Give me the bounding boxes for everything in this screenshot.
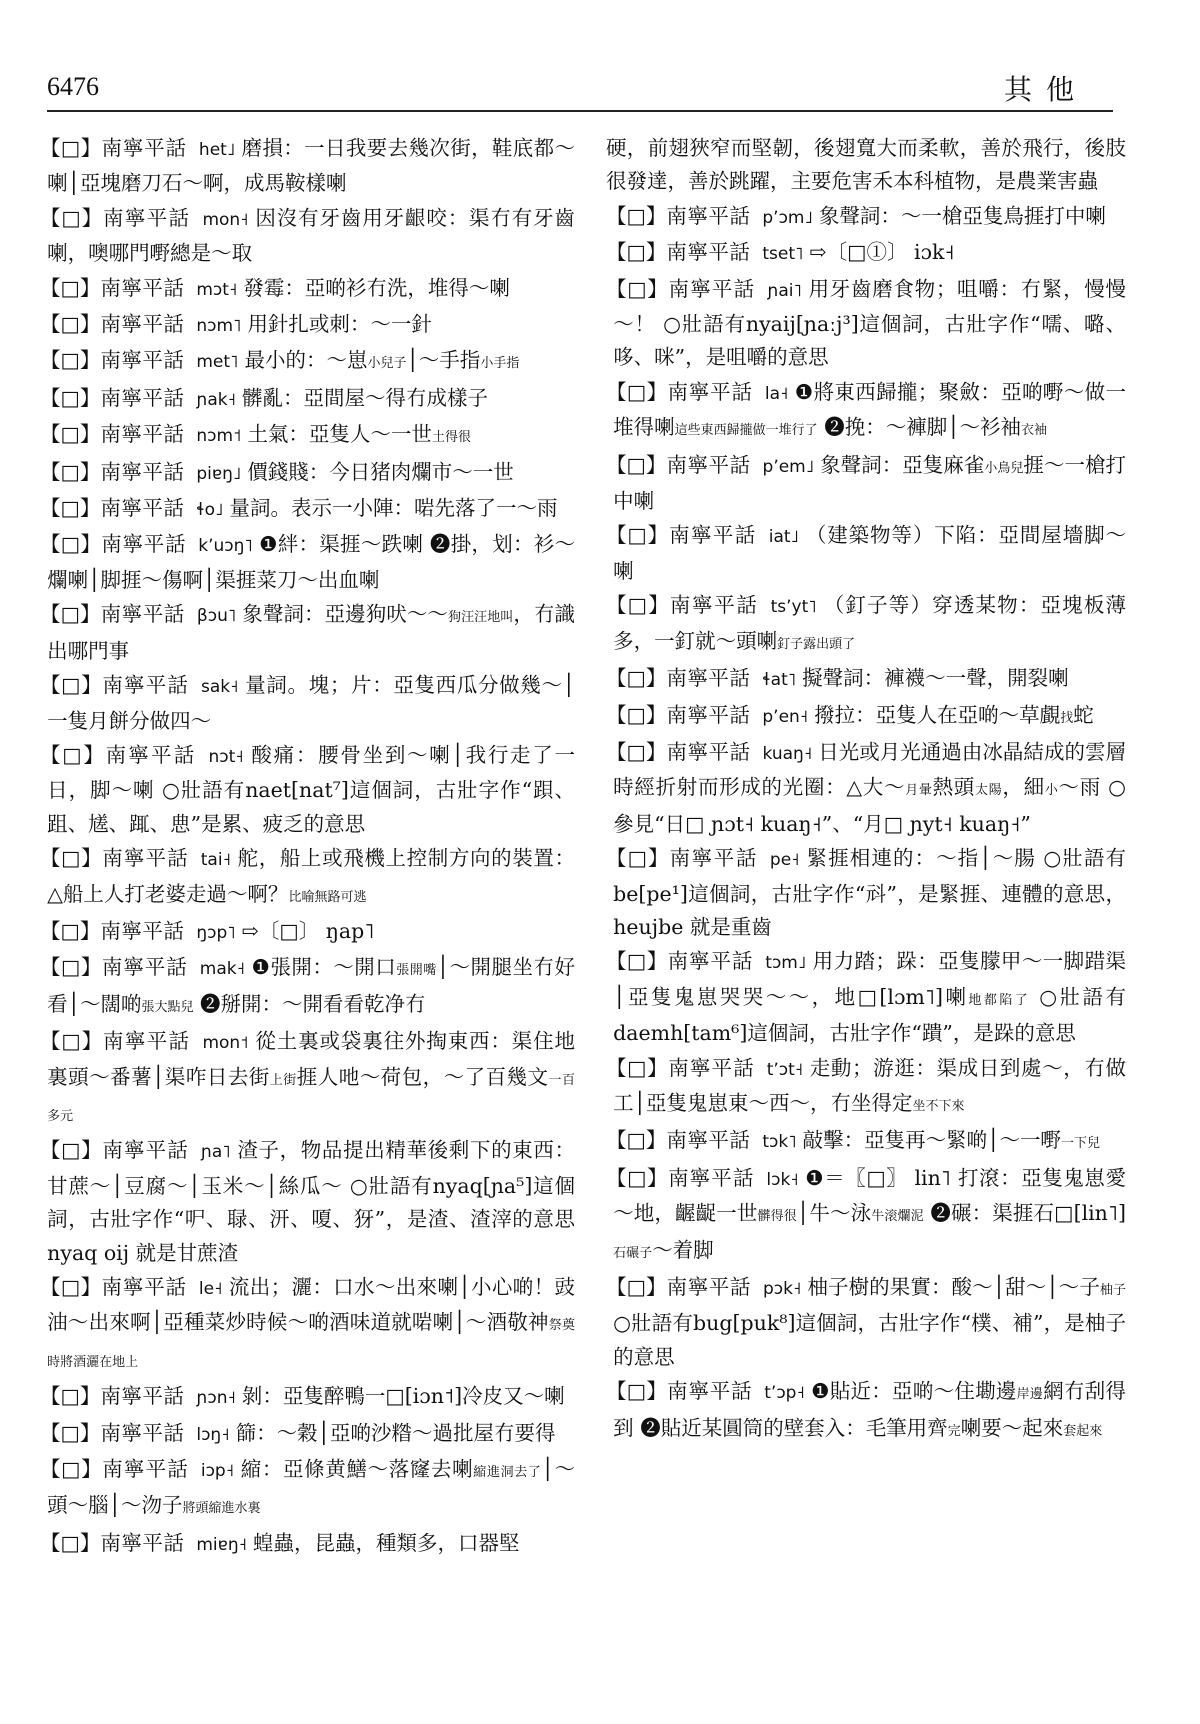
entry-dialect: 南寧平話 (666, 1275, 751, 1299)
entry-definition: 發霉：亞啲衫冇洗，堆得～喇 (243, 275, 510, 300)
dictionary-entry (40, 951, 575, 1024)
entry-pronunciation: ɲɔn˧ (196, 1388, 236, 1409)
entry-dialect: 南寧平話 (101, 136, 187, 160)
entry-definition: （建築物等）下陷：亞間屋墻脚～喇 (613, 523, 1127, 583)
entry-pronunciation: le˧ (198, 1279, 223, 1299)
dictionary-entry (40, 382, 575, 417)
entry-headword: 【□】 (606, 739, 667, 764)
dictionary-entry (606, 589, 1126, 661)
entry-gloss: 一百多元 (47, 1072, 575, 1124)
dictionary-entry (40, 1527, 575, 1562)
entry-definition: ❷挽：～褲脚│～衫袖 (817, 415, 1022, 440)
entry-definition: 土氣：亞隻人～一世 (247, 422, 432, 447)
entry-headword: 【□】 (40, 459, 101, 484)
entry-definition: 舵，船上或飛機上控制方向的裝置：△船上人打老婆走過～啊？ (47, 846, 576, 906)
entry-headword: 【□】 (40, 136, 102, 160)
dictionary-entry (606, 1124, 1126, 1160)
entry-pronunciation: pʼem˩ (762, 456, 815, 477)
entry-pronunciation: la˧ (764, 383, 789, 404)
entry-definition: （釘子等）穿透某物：亞塊板薄多，一釘就～頭喇 (613, 593, 1127, 653)
entry-headword: 【□】 (606, 203, 667, 228)
entry-gloss: 上街 (269, 1072, 297, 1088)
entry-dialect: 南寧平話 (100, 1420, 185, 1445)
entry-definition: 用力踏；跺：亞隻朦甲～一脚踖渠│亞隻鬼崽哭哭～～，地□[lɔm˥]喇 (613, 949, 1127, 1009)
entry-dialect: 南寧平話 (666, 666, 751, 691)
dictionary-entry (606, 662, 1126, 697)
entry-headword: 【□】 (606, 1379, 668, 1404)
entry-headword: 【□】 (606, 452, 667, 477)
entry-dialect: 南寧平話 (666, 1128, 751, 1153)
entry-dialect: 南寧平話 (100, 348, 185, 373)
dictionary-entry (40, 1271, 575, 1379)
entry-definition: 喇要～起來 (960, 1415, 1064, 1440)
entry-definition: 緊捱相連的：～指│～腸 ○壯語有be[pe¹]這個詞，古壯字作“㪴”，是緊捱、連體的意思，heujbe 就是重齒 (613, 846, 1127, 939)
entry-pronunciation: mɔt˧ (196, 279, 238, 300)
entry-dialect: 南寧平話 (669, 846, 758, 871)
dictionary-entry (40, 1025, 575, 1133)
entry-headword: 【□】 (606, 666, 667, 691)
entry-dialect: 南寧平話 (102, 846, 189, 871)
dictionary-entry (40, 418, 575, 454)
entry-headword: 【□】 (40, 1457, 103, 1482)
dictionary-entry (606, 376, 1126, 448)
entry-pronunciation: tʼɔt˧ (766, 1059, 804, 1080)
entry-definition: ○壯語有bug[puk⁸]這個詞，古壯字作“樸、補”，是柚子的意思 (613, 1311, 1126, 1369)
entry-definition: 量詞。塊；片：亞隻西瓜分做幾～│一隻月餅分做四～ (47, 673, 576, 733)
entry-definition: 敲擊：亞隻再～緊啲│～一嘢 (802, 1128, 1061, 1153)
entry-definition: ❶張開：～開口 (251, 955, 397, 980)
entry-gloss: 找 (1060, 710, 1074, 726)
entry-definition: 走動；游逛：渠成日到處～，冇做工│亞隻鬼崽東～西～，冇坐得定 (613, 1055, 1126, 1115)
entry-definition: ❶＝〖□〗 lin˥ 打滾：亞隻鬼崽愛～地，齷齪一世 (613, 1165, 1126, 1226)
header-rule (47, 110, 1113, 112)
entry-definition: ，冇識出哪門事 (47, 602, 576, 663)
entry-headword: 【□】 (606, 593, 670, 618)
dictionary-entry (40, 456, 575, 491)
entry-definition: 捱～一槍打中喇 (613, 452, 1127, 514)
entry-gloss: 一下兒 (1060, 1136, 1100, 1152)
dictionary-entry (606, 132, 1126, 199)
entry-dialect: 南寧平話 (666, 203, 751, 228)
entry-definition: 價錢賤：今日猪肉爛市～一世 (247, 459, 514, 484)
entry-dialect: 南寧平話 (666, 739, 751, 764)
entry-pronunciation: tset˥ (762, 244, 804, 265)
entry-gloss: 套起來 (1063, 1423, 1103, 1439)
entry-definition: ～着脚 (652, 1237, 714, 1262)
entry-definition: 象聲詞：～一槍亞隻鳥捱打中喇 (818, 203, 1106, 228)
entry-headword: 【□】 (606, 240, 667, 265)
entry-definition: 渣子，物品提出精華後剩下的東西：甘蔗～│豆腐～│玉米～│絲瓜～ ○壯語有nyaq[ɲa⁵]這個詞，古壯字作“㕧、䎼、汧、嗄、犽”，是渣、渣滓的意思 nyaq oij 就是甘蔗渣 (47, 1138, 576, 1265)
entry-gloss: 岸邊 (1016, 1387, 1044, 1403)
entry-dialect: 南寧平話 (100, 312, 185, 337)
entry-definition: 蛇 (1073, 702, 1094, 727)
entry-dialect: 南寧平話 (101, 532, 187, 557)
entry-dialect: 南寧平話 (666, 452, 751, 477)
dictionary-entry (606, 273, 1126, 375)
dictionary-entry (606, 842, 1126, 944)
entry-dialect: 南寧平話 (666, 702, 751, 727)
entry-headword: 【□】 (40, 422, 101, 447)
entry-definition: 捱人吔～荷包，～了百幾文 (296, 1064, 549, 1089)
entry-definition: 日光或月光通過由冰晶結成的雲層時經折射而形成的光圈：△大～ (613, 739, 1127, 800)
entry-dialect: 南寧平話 (668, 1055, 755, 1080)
entry-pronunciation: ɲak˧ (196, 389, 237, 410)
dictionary-entry (606, 945, 1126, 1050)
entry-dialect: 南寧平話 (100, 422, 185, 447)
entry-pronunciation: piɐŋ˩ (196, 463, 242, 484)
entry-definition: 象聲詞：亞邊狗吠～～ (242, 602, 449, 627)
entry-definition: 縮：亞條黄鱔～落窿去喇 (240, 1457, 474, 1482)
entry-pronunciation: kʼuɔŋ˥ (198, 536, 253, 557)
dictionary-entry (40, 492, 575, 527)
entry-gloss: 小手指 (480, 356, 520, 372)
entry-dialect: 南寧平話 (669, 523, 757, 548)
entry-definition: 從土裏或袋裏往外掏東西：渠住地裏頭～番薯│渠咋日去街 (47, 1029, 576, 1089)
entry-headword: 【□】 (40, 673, 103, 698)
entry-dialect: 南寧平話 (102, 673, 190, 698)
entry-dialect: 南寧平話 (668, 1165, 755, 1190)
entry-headword: 【□】 (40, 1384, 101, 1409)
entry-pronunciation: lɔŋ˧ (196, 1424, 230, 1445)
entry-headword: 【□】 (40, 1029, 103, 1054)
entry-dialect: 南寧平話 (100, 496, 185, 521)
entry-headword: 【□】 (606, 276, 669, 301)
dictionary-entry (606, 1162, 1126, 1270)
entry-headword: 【□】 (40, 532, 102, 557)
entry-gloss: 衣袖 (1021, 423, 1048, 439)
entry-gloss: 祭奠時將酒灑在地上 (47, 1318, 575, 1370)
left-column (40, 132, 575, 1563)
entry-definition: 流出；灑：口水～出來喇│小心啲！豉油～出來啊│亞種菜炒時候～啲酒味道就啱喇│～酒敬神 (47, 1275, 576, 1335)
section-title: 其他 (1003, 73, 1088, 106)
entry-definition: 最小的：～崽 (244, 348, 368, 373)
entry-definition: │～手指 (406, 348, 481, 373)
dictionary-entry (606, 1375, 1126, 1448)
entry-gloss: 柚子 (1099, 1283, 1126, 1298)
entry-dialect: 南寧平話 (100, 918, 185, 943)
entry-headword: 【□】 (606, 379, 668, 404)
entry-pronunciation: miɐŋ˧ (196, 1534, 248, 1555)
entry-headword: 【□】 (40, 496, 101, 521)
entry-headword: 【□】 (40, 348, 101, 373)
dictionary-entry (40, 202, 575, 271)
entry-dialect: 南寧平話 (669, 593, 759, 618)
entry-gloss: 張開嘴 (396, 963, 437, 979)
entry-definition: ❶絆：渠捱～跌喇 ❷掛，划：衫～爛喇│脚捱～傷啊│渠捱菜刀～出血喇 (47, 532, 575, 592)
entry-dialect: 南寧平話 (100, 275, 185, 300)
entry-definition: ❶貼近：亞啲～住墈邊 (810, 1379, 1017, 1404)
page-number: 6476 (47, 72, 99, 101)
entry-definition: 擬聲詞：褲襪～一聲，開裂喇 (802, 666, 1069, 691)
entry-gloss: 將頭縮進水裏 (182, 1501, 261, 1517)
dictionary-entry (40, 915, 575, 950)
entry-definition: 量詞。表示一小陣：啱先落了一～雨 (229, 496, 558, 521)
entry-definition: 象聲詞：亞隻麻雀 (820, 452, 985, 477)
entry-dialect: 南寧平話 (100, 1384, 185, 1409)
entry-pronunciation: pɔk˧ (762, 1279, 802, 1299)
entry-definition: 硬，前翅狹窄而堅韌，後翅寬大而柔軟，善於飛行，後肢很發達，善於跳躍，主要危害禾本科植物，是農業害蟲 (606, 136, 1126, 194)
entry-headword: 【□】 (606, 523, 670, 548)
entry-definition: ❷掰開：～開看看乾净冇 (193, 991, 426, 1016)
entry-headword: 【□】 (606, 1055, 669, 1080)
entry-definition: 網冇刮得到 ❷貼近某圓筒的壁套入：毛筆用齊 (613, 1379, 1127, 1440)
entry-gloss: 縮進洞去了 (473, 1465, 542, 1481)
entry-definition: ○壯語有daemh[tam⁶]這個詞，古壯字作“蹪”，是跺的意思 (613, 984, 1126, 1046)
entry-dialect: 南寧平話 (100, 385, 185, 410)
entry-dialect: 南寧平話 (667, 949, 754, 974)
dictionary-entry (606, 449, 1126, 519)
entry-definition: ，細 (1002, 775, 1045, 800)
entry-headword: 【□】 (606, 846, 670, 871)
entry-definition: ～雨 ○參見“日□ ɲɔt˧ kuaŋ˧”、“月□ ɲyt˧ kuaŋ˧” (613, 775, 1127, 836)
dictionary-entry (606, 236, 1126, 271)
entry-pronunciation: mon˧ (202, 209, 249, 230)
entry-pronunciation: kuaŋ˧ (762, 743, 813, 764)
dictionary-entry (40, 739, 575, 841)
entry-gloss: 小兒子 (367, 356, 407, 372)
entry-gloss: 張大點兒 (141, 999, 194, 1015)
entry-definition: 酸痛：腰骨坐到～喇│我行走了一日，脚～喇 ○壯語有naet[nat⁷]這個詞，古壯字作“䟺、跙、㞉、踂、㤟”是累、疲乏的意思 (47, 742, 576, 836)
entry-dialect: 南寧平話 (102, 1138, 189, 1163)
entry-dialect: 南寧平話 (668, 276, 756, 301)
dictionary-entry (606, 699, 1126, 735)
entry-definition: ❶將東西歸攏；聚斂：亞啲嘢～做一堆得喇 (613, 379, 1127, 440)
entry-gloss: 月暈 (905, 783, 933, 799)
entry-definition: 因沒有牙齒用牙齦咬：渠冇有牙齒喇，噢哪門嘢總是～取 (47, 205, 576, 266)
dictionary-entry (606, 1271, 1126, 1374)
entry-pronunciation: mak˧ (199, 959, 245, 980)
dictionary-entry (606, 1052, 1126, 1124)
entry-definition: │～頭～腦│～沕子 (47, 1457, 575, 1518)
entry-gloss: 比喻無路可逃 (288, 889, 367, 905)
entry-dialect: 南寧平話 (100, 459, 185, 484)
entry-pronunciation: pʼen˧ (762, 706, 809, 727)
entry-definition: 髒亂：亞間屋～得冇成樣子 (242, 385, 489, 410)
entry-headword: 【□】 (606, 949, 668, 974)
entry-gloss: 太陽 (975, 783, 1003, 799)
entry-gloss: 狗汪汪地叫 (448, 610, 514, 626)
entry-gloss: 完 (947, 1423, 961, 1439)
entry-gloss: 小鳥兒 (984, 460, 1024, 476)
entry-pronunciation: ɲa˥ (200, 1142, 231, 1163)
entry-pronunciation: tɔm˩ (765, 953, 807, 974)
dictionary-entry (40, 272, 575, 307)
entry-pronunciation: iat˩ (768, 527, 799, 548)
entry-pronunciation: pe˧ (769, 850, 800, 871)
right-column (606, 132, 1126, 1449)
dictionary-entry (40, 598, 575, 668)
entry-dialect: 南寧平話 (102, 1457, 189, 1482)
dictionary-entry (40, 842, 575, 914)
entry-definition: 柚子樹的果實：酸～│甜～│～子 (807, 1275, 1100, 1299)
entry-headword: 【□】 (40, 602, 101, 627)
entry-pronunciation: ɲai˥ (767, 280, 802, 301)
dictionary-entry (606, 519, 1126, 588)
entry-headword: 【□】 (40, 1420, 101, 1445)
entry-definition: ⇨〔□〕 ŋap˥ (241, 918, 375, 943)
entry-headword: 【□】 (40, 1275, 102, 1299)
entry-dialect: 南寧平話 (102, 205, 191, 230)
entry-pronunciation: nɔt˧ (208, 746, 244, 767)
entry-pronunciation: βɔu˥ (196, 606, 237, 627)
entry-headword: 【□】 (606, 1128, 667, 1153)
entry-headword: 【□】 (40, 742, 106, 767)
entry-definition: ❷碾：渠捱石□[lin˥] (923, 1201, 1126, 1226)
dictionary-entry (40, 132, 575, 201)
entry-gloss: 髒得很 (757, 1209, 797, 1225)
entry-dialect: 南寧平話 (667, 1379, 753, 1404)
entry-pronunciation: het˩ (198, 140, 236, 160)
entry-dialect: 南寧平話 (101, 955, 188, 980)
entry-gloss: 牛滚爛泥 (871, 1209, 924, 1225)
entry-headword: 【□】 (40, 846, 103, 871)
entry-pronunciation: tʼɔp˧ (764, 1383, 805, 1404)
entry-definition: 撥拉：亞隻人在亞啲～草覰 (814, 702, 1061, 727)
entry-headword: 【□】 (40, 1530, 101, 1555)
entry-headword: 【□】 (40, 1138, 103, 1163)
entry-dialect: 南寧平話 (102, 1029, 191, 1054)
entry-definition: ⇨〔□①〕 iɔk˧ (809, 240, 955, 265)
entry-pronunciation: ɬat˥ (762, 670, 797, 691)
dictionary-entry (40, 308, 575, 343)
entry-pronunciation: ŋɔp˥ (196, 922, 236, 943)
entry-pronunciation: tsʼyt˥ (770, 597, 817, 618)
entry-pronunciation: tɔk˥ (762, 1132, 797, 1153)
entry-definition: 蝗蟲，昆蟲，種類多，口器堅 (253, 1530, 520, 1555)
entry-definition: │牛～泳 (796, 1201, 872, 1226)
entry-pronunciation: iɔp˧ (200, 1461, 235, 1482)
entry-dialect: 南寧平話 (100, 602, 185, 627)
dictionary-entry (40, 528, 575, 597)
entry-definition: 磨損：一日我要去幾次街，鞋底都～喇│亞塊磨刀石～啊，成馬鞍樣喇 (47, 136, 576, 196)
entry-pronunciation: tai˧ (200, 850, 231, 871)
entry-headword: 【□】 (606, 1165, 669, 1190)
dictionary-entry (40, 1417, 575, 1452)
entry-pronunciation: mon˦ (202, 1033, 249, 1054)
entry-dialect: 南寧平話 (100, 1530, 185, 1555)
entry-headword: 【□】 (40, 275, 101, 300)
dictionary-entry (40, 1380, 575, 1415)
entry-gloss: 小 (1044, 783, 1059, 799)
entry-definition: 用針扎或刺：～一針 (247, 312, 432, 337)
dictionary-entry (606, 736, 1126, 841)
entry-pronunciation: sak˧ (201, 677, 239, 698)
entry-pronunciation: nɔm˦ (196, 426, 242, 447)
entry-definition: 篩：～穀│亞啲沙糌～過批屋冇要得 (235, 1420, 556, 1445)
entry-headword: 【□】 (40, 385, 101, 410)
entry-headword: 【□】 (40, 312, 101, 337)
entry-definition: 用牙齒磨食物；咀嚼：冇緊，慢慢～！ ○壯語有nyaij[ɲaːj³]這個詞，古壯字作“嚅、𡀔、哆、咪”，是咀嚼的意思 (613, 276, 1127, 370)
dictionary-entry (40, 669, 575, 738)
entry-headword: 【□】 (40, 918, 101, 943)
entry-gloss: 坐不下來 (912, 1098, 965, 1114)
entry-pronunciation: nɔm˥ (196, 316, 242, 337)
entry-headword: 【□】 (40, 955, 102, 980)
entry-dialect: 南寧平話 (105, 742, 197, 767)
entry-headword: 【□】 (606, 1275, 667, 1299)
dictionary-entry (40, 344, 575, 380)
entry-dialect: 南寧平話 (667, 379, 753, 404)
entry-headword: 【□】 (40, 205, 103, 230)
entry-pronunciation: lɔk˧ (766, 1169, 799, 1190)
entry-gloss: 石碾子 (613, 1245, 653, 1261)
entry-dialect: 南寧平話 (101, 1275, 187, 1299)
entry-gloss: 土得很 (431, 430, 471, 446)
entry-pronunciation: pʼɔm˩ (762, 207, 813, 228)
entry-pronunciation: met˥ (196, 352, 239, 373)
entry-headword: 【□】 (606, 702, 667, 727)
entry-definition: 熱頭 (932, 775, 975, 800)
entry-gloss: 地都陷了 (968, 992, 1031, 1008)
entry-gloss: 這些東西歸攏做一堆行了 (674, 423, 818, 439)
entry-pronunciation: ɬo˩ (196, 500, 224, 521)
dictionary-entry (40, 1453, 575, 1526)
entry-definition: │～開腿坐冇好看│～闊啲 (47, 955, 575, 1016)
entry-dialect: 南寧平話 (666, 240, 751, 265)
dictionary-entry (40, 1134, 575, 1270)
entry-gloss: 釘子露出頭了 (777, 636, 856, 652)
dictionary-entry (606, 200, 1126, 235)
entry-definition: 剝：亞隻醉鴨一□[iɔn˦]冷皮又～喇 (241, 1384, 565, 1409)
